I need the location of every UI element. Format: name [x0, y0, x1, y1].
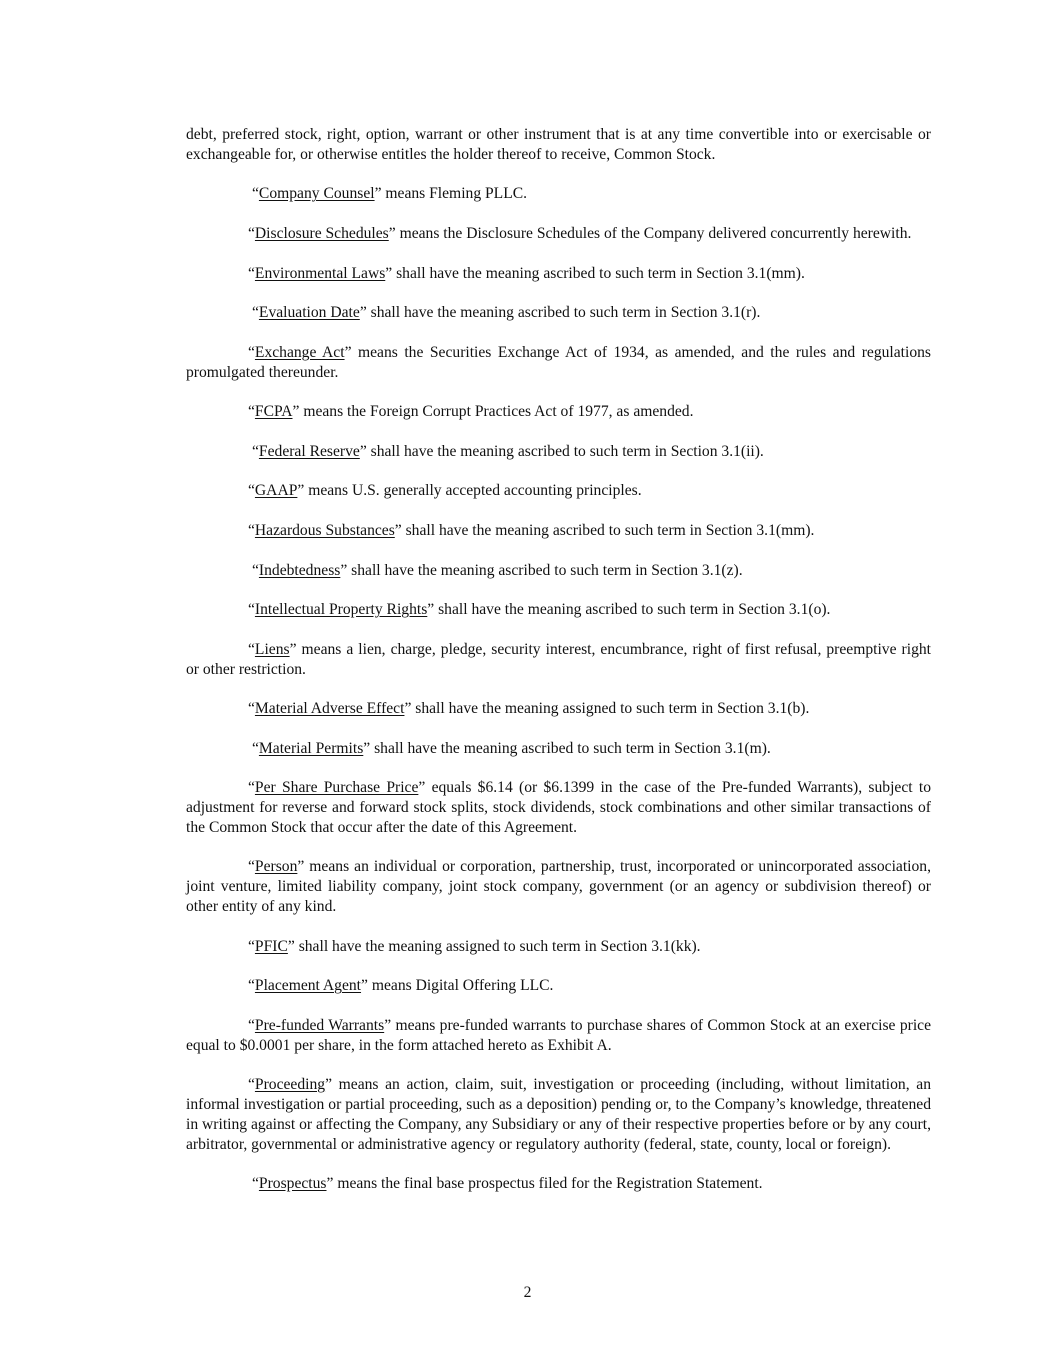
document-page	[186, 125, 931, 1214]
definition-pre-funded-warrants: “Pre-funded Warrants” means pre-funded warrants to purchase shares of Common Stock at an exercise price equal to $0.0001 per share, in the form attached hereto as Exhibit A.	[186, 1016, 931, 1054]
definition-federal-reserve: “Federal Reserve” shall have the meaning ascribed to such term in Section 3.1(ii).	[252, 442, 764, 460]
definition-text: means an individual or corporation, partnership, trust, incorporated or unincorporated association, joint venture, limited liability company, joint stock company, government (or an agency or subdivision thereof) or other entity of any kind.	[186, 858, 931, 916]
definition-text: shall have the meaning assigned to such term in Section 3.1(b).	[411, 700, 810, 718]
definition-gaap: “GAAP” means U.S. generally accepted accounting principles.	[248, 482, 642, 500]
defined-term: Indebtedness	[258, 561, 341, 579]
definition-placement-agent: “Placement Agent” means Digital Offering LLC.	[248, 977, 554, 995]
defined-term: PFIC	[254, 937, 288, 955]
definition-text: shall have the meaning ascribed to such term in Section 3.1(r).	[366, 304, 761, 322]
definition-environmental-laws: “Environmental Laws” shall have the meaning ascribed to such term in Section 3.1(mm).	[248, 264, 805, 282]
definition-material-permits: “Material Permits” shall have the meaning ascribed to such term in Section 3.1(m).	[252, 739, 771, 757]
defined-term: Intellectual Property Rights	[254, 601, 428, 619]
defined-term: Federal Reserve	[258, 442, 360, 460]
definition-text: equals $6.14 (or $6.1399 in the case of the Pre-funded Warrants), subject to adjustment for reverse and forward stock splits, stock dividends, stock combinations and other similar transactions of the Common Stock that occur after the date of this Agreement.	[186, 779, 931, 836]
definition-text: shall have the meaning ascribed to such term in Section 3.1(ii).	[366, 442, 764, 460]
intro-paragraph: debt, preferred stock, right, option, warrant or other instrument that is at any time convertible into or exercisable or exchangeable for, or otherwise entitles the holder thereof to receive, Common Stock.	[186, 126, 931, 163]
definition-text: means the Securities Exchange Act of 1934, as amended, and the rules and regulations promulgated thereunder.	[186, 343, 931, 381]
defined-term: Pre-funded Warrants	[254, 1016, 385, 1034]
definition-text: means the Disclosure Schedules of the Company delivered concurrently herewith.	[395, 224, 912, 242]
definition-pfic: “PFIC” shall have the meaning assigned to such term in Section 3.1(kk).	[248, 937, 701, 955]
definition-intellectual-property-rights: “Intellectual Property Rights” shall have the meaning ascribed to such term in Section 3.1(o).	[248, 601, 831, 619]
definition-text: shall have the meaning ascribed to such term in Section 3.1(mm).	[401, 521, 815, 539]
definition-text: shall have the meaning ascribed to such term in Section 3.1(z).	[347, 561, 743, 579]
definition-text: means pre-funded warrants to purchase shares of Common Stock at an exercise price equal to $0.0001 per share, in the form attached hereto as Exhibit A.	[186, 1016, 931, 1054]
definition-person: “Person” means an individual or corporation, partnership, trust, incorporated or unincorporated association, joint venture, limited liability company, joint stock company, government (or an agency or subdivision thereof) or other entity of any kind.	[186, 858, 931, 916]
definition-text: means Digital Offering LLC.	[367, 977, 554, 995]
definition-fcpa: “FCPA” means the Foreign Corrupt Practices Act of 1977, as amended.	[248, 403, 694, 421]
defined-term: FCPA	[254, 403, 293, 421]
defined-term: Per Share Purchase Price	[254, 779, 419, 797]
defined-term: Evaluation Date	[258, 304, 360, 322]
defined-term: GAAP	[254, 482, 298, 500]
definition-text: means a lien, charge, pledge, security interest, encumbrance, right of first refusal, preemptive right or other restriction.	[186, 640, 931, 678]
definition-text: shall have the meaning assigned to such term in Section 3.1(kk).	[294, 937, 701, 955]
definition-evaluation-date: “Evaluation Date” shall have the meaning ascribed to such term in Section 3.1(r).	[252, 304, 761, 322]
defined-term: Material Adverse Effect	[254, 700, 405, 718]
definition-text: means U.S. generally accepted accounting principles.	[304, 482, 642, 500]
defined-term: Material Permits	[258, 739, 364, 757]
definition-text: shall have the meaning ascribed to such term in Section 3.1(o).	[434, 601, 831, 619]
definition-text: shall have the meaning ascribed to such term in Section 3.1(m).	[370, 739, 771, 757]
defined-term: Environmental Laws	[254, 264, 386, 282]
definition-disclosure-schedules: “Disclosure Schedules” means the Disclosure Schedules of the Company delivered concurrently herewith.	[248, 224, 912, 242]
definition-company-counsel: “Company Counsel” means Fleming PLLC.	[252, 185, 528, 203]
definition-indebtedness: “Indebtedness” shall have the meaning ascribed to such term in Section 3.1(z).	[252, 561, 743, 579]
definition-exchange-act: “Exchange Act” means the Securities Exchange Act of 1934, as amended, and the rules and regulations promulgated thereunder.	[186, 343, 931, 381]
definition-per-share-purchase-price: “Per Share Purchase Price” equals $6.14 (or $6.1399 in the case of the Pre-funded Warrants), subject to adjustment for reverse and forward stock splits, stock dividends, stock combinations and other similar transactions of the Common Stock that occur after the date of this Agreement.	[186, 779, 931, 836]
definition-liens: “Liens” means a lien, charge, pledge, security interest, encumbrance, right of first refusal, preemptive right or other restriction.	[186, 640, 931, 678]
defined-term: Person	[254, 858, 298, 876]
definition-material-adverse-effect: “Material Adverse Effect” shall have the meaning assigned to such term in Section 3.1(b).	[248, 700, 810, 718]
defined-term: Company Counsel	[258, 185, 375, 203]
definition-proceeding: “Proceeding” means an action, claim, suit, investigation or proceeding (including, without limitation, an informal investigation or partial proceeding, such as a deposition) pending or, to the Company’s knowledge, threatened in writing against or affecting the Company, any Subsidiary or any of their respective properties before or by any court, arbitrator, governmental or administrative agency or regulatory authority (federal, state, county, local or foreign).	[186, 1076, 931, 1153]
definition-prospectus: “Prospectus” means the final base prospectus filed for the Registration Statement.	[252, 1175, 763, 1193]
page-number: 2	[523, 1284, 532, 1301]
defined-term: Hazardous Substances	[254, 521, 395, 539]
definition-text: means the Foreign Corrupt Practices Act of 1977, as amended.	[299, 403, 694, 421]
defined-term: Exchange Act	[254, 343, 345, 361]
definition-text: means an action, claim, suit, investigation or proceeding (including, without limitation, an informal investigation or partial proceeding, such as a deposition) pending or, to the Company’s knowledge, threatened in writing against or affecting the Company, any Subsidiary or any of their respective properties before or by any court, arbitrator, governmental or administrative agency or regulatory authority (federal, state, county, local or foreign).	[186, 1076, 931, 1153]
defined-term: Placement Agent	[254, 977, 362, 995]
defined-term: Liens	[254, 640, 290, 658]
defined-term: Prospectus	[258, 1175, 327, 1193]
defined-term: Proceeding	[254, 1076, 326, 1094]
definition-text: shall have the meaning ascribed to such term in Section 3.1(mm).	[392, 264, 805, 282]
definition-text: means Fleming PLLC.	[381, 185, 528, 203]
defined-term: Disclosure Schedules	[254, 224, 389, 242]
definition-hazardous-substances: “Hazardous Substances” shall have the meaning ascribed to such term in Section 3.1(mm).	[248, 521, 815, 539]
definition-text: means the final base prospectus filed for the Registration Statement.	[333, 1175, 763, 1193]
